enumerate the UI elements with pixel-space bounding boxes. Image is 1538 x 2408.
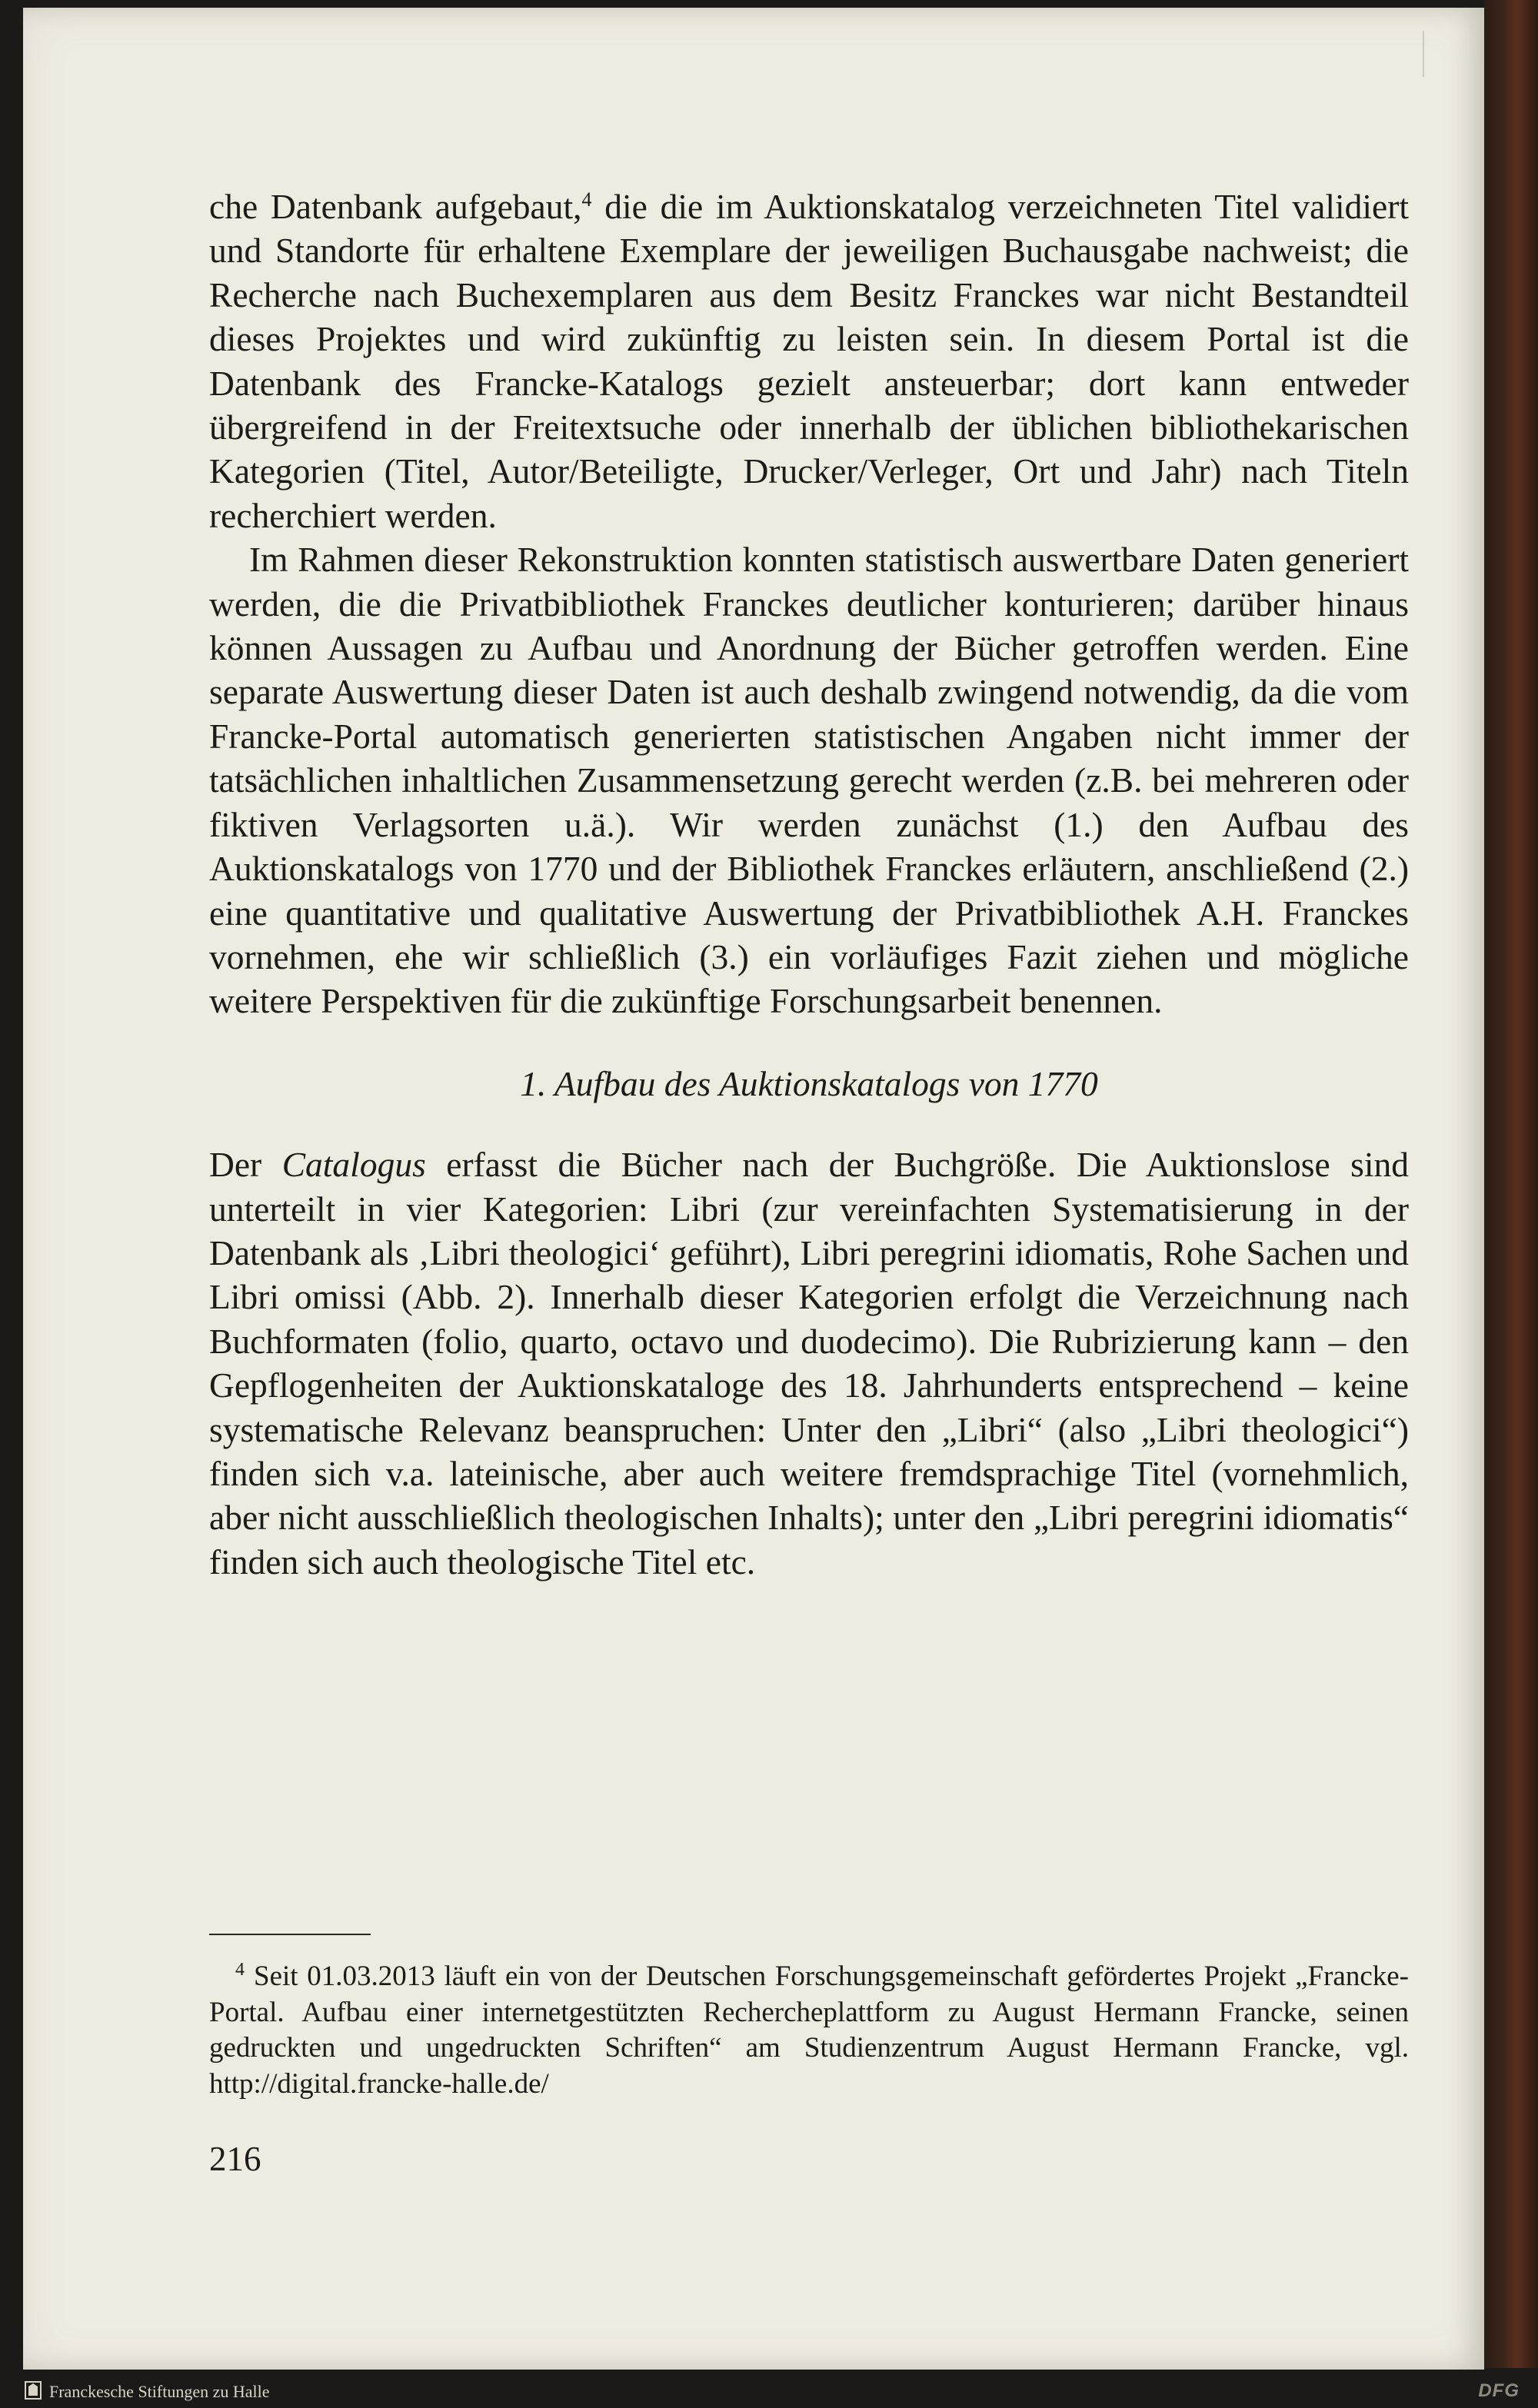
footnote-rule	[209, 1934, 371, 1935]
paragraph-1: che Datenbank aufgebaut,$^4$ die die im Auktionskatalog verzeichneten Titel validiert und Standorte für erhaltene Exemplare der jeweiligen Buchausgabe nachweist; die Recherche nach Buchexemplaren aus dem Besitz Franckes war nicht Bestandteil dieses Projektes und wird zukünftig zu leisten sein. In diesem Portal ist die Datenbank des Francke-Katalogs gezielt ansteuerbar; dort kann entweder übergreifend in der Freitextsuche oder innerhalb der üblichen bibliothekarischen Kategorien (Titel, Autor/Beteiligte, Drucker/Verleger, Ort und Jahr) nach Titeln recherchiert werden.	[209, 187, 1409, 535]
body-text	[209, 185, 1409, 1584]
viewer-footer	[0, 2376, 1538, 2408]
paragraph-3: Der Catalogus erfasst die Bücher nach der Buchgröße. Die Auktionslose sind unterteilt in vier Kategorien: Libri (zur vereinfachten Systematisierung in der Datenbank als ‚Libri theologici‘ geführt), Libri peregrini idiomatis, Rohe Sachen und Libri omissi (Abb. 2). Innerhalb dieser Kategorien erfolgt die Verzeichnung nach Buchformaten (folio, quarto, octavo und duodecimo). Die Rubrizierung kann – den Gepflogenheiten der Auktionskataloge des 18. Jahrhunderts entsprechend – keine systematische Relevanz beanspruchen: Unter den „Libri“ (also „Libri theologici“) finden sich v.a. lateinische, aber auch weitere fremdsprachige Titel (vornehmlich, aber nicht ausschließlich theologischen Inhalts); unter den „Libri peregrini idiomatis“ finden sich auch theologische Titel etc.	[209, 1145, 1409, 1581]
footnote-ref: 4	[581, 188, 592, 211]
catalogus-italic: Catalogus	[281, 1145, 426, 1185]
section-heading: 1. Aufbau des Auktionskatalogs von 1770	[520, 1063, 1098, 1103]
book-spine	[1484, 0, 1538, 2368]
institution-name: Franckesche Stiftungen zu Halle	[49, 2382, 270, 2401]
institution-logo-icon	[23, 2379, 43, 2402]
dfg-logo: DFG	[1478, 2380, 1520, 2401]
pencil-mark	[1392, 31, 1424, 77]
footnote: 4 Seit 01.03.2013 läuft ein von der Deutschen Forschungsgemeinschaft gefördertes Projekt „Francke-Portal. Aufbau einer internetgestützten Rechercheplattform zu August Hermann Francke, seinen gedruckten und ungedruckten Schriften“ am Studienzentrum August Hermann Francke, vgl. http://digital.francke-halle.de/	[209, 1959, 1409, 2100]
paragraph-2: Im Rahmen dieser Rekonstruktion konnten statistisch auswertbare Daten generiert werden, die die Privatbibliothek Franckes deutlicher konturieren; darüber hinaus können Aussagen zu Aufbau und Anordnung der Bücher getroffen werden. Eine separate Auswertung dieser Daten ist auch deshalb zwingend notwendig, da die vom Francke-Portal automatisch generierten statistischen Angaben nicht immer der tatsächlichen inhaltlichen Zusammensetzung gerecht werden (z.B. bei mehreren oder fiktiven Verlagsorten u.ä.). Wir werden zunächst (1.) den Aufbau des Auktionskatalogs von 1770 und der Bibliothek Franckes erläutern, anschließend (2.) eine quantitative und qualitative Auswertung der Privatbibliothek A.H. Franckes vornehmen, ehe wir schließlich (3.) ein vorläufiges Fazit ziehen und mögliche weitere Perspektiven für die zukünftige Forschungsarbeit benennen.	[209, 540, 1409, 1021]
page-number: 216	[209, 2140, 261, 2178]
footnote-text: Seit 01.03.2013 läuft ein von der Deutschen Forschungsgemeinschaft gefördertes Projekt „Francke-Portal. Aufbau einer internetgestützten Rechercheplattform zu August Hermann Francke, seinen gedruckten und ungedruckten Schriften“ am Studienzentrum August Hermann Francke, vgl. http://digital.francke-halle.de/	[209, 1961, 1409, 2100]
